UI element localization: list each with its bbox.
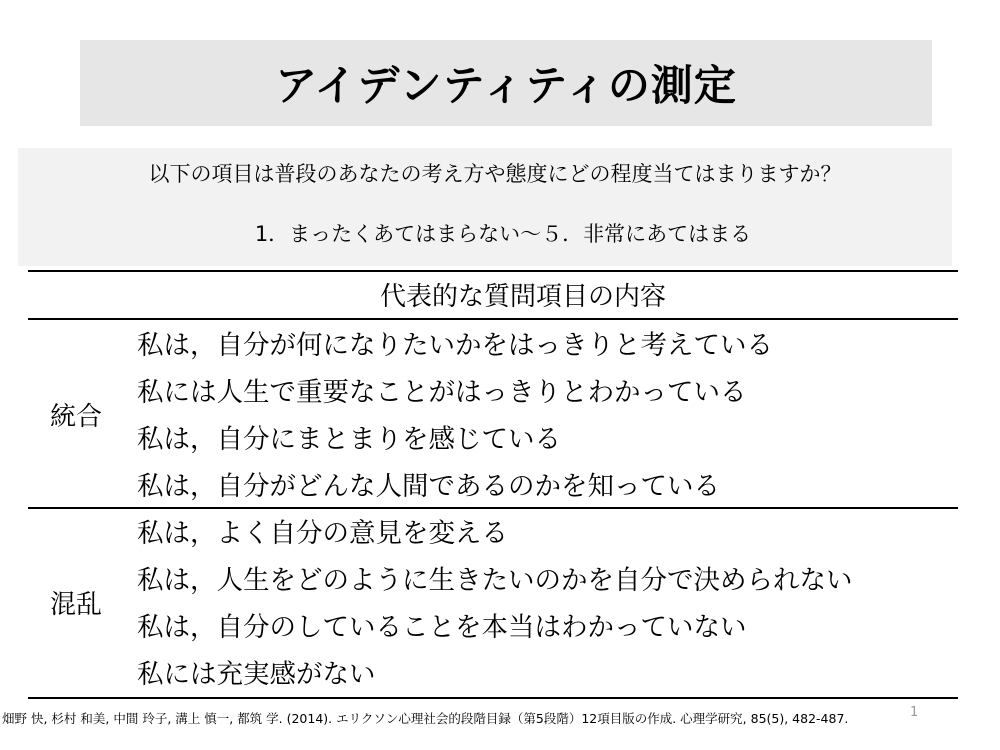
instructions-box [18, 148, 952, 266]
table-row: 私は，人生をどのように生きたいのかを自分で決められない [137, 565, 853, 596]
table-row: 私には人生で重要なことがはっきりとわかっている [137, 377, 747, 408]
page-number: 1 [910, 705, 919, 720]
table-row: 私は，自分が何になりたいかをはっきりと考えている [137, 330, 773, 361]
slide-title: アイデンティティの測定 [275, 61, 737, 110]
table-top-rule [28, 270, 958, 272]
table-bottom-rule [28, 697, 958, 699]
title-banner [80, 40, 932, 126]
table-row: 私には充実感がない [137, 659, 376, 690]
table-header: 代表的な質問項目の内容 [379, 282, 666, 312]
instruction-scale: 1．まったくあてはまらない～５．非常にあてはまる [254, 222, 752, 246]
table-row: 私は，自分のしていることを本当はわかっていない [137, 612, 747, 643]
header-divider-rule [28, 318, 958, 320]
category-label-integration: 統合 [50, 402, 103, 432]
table-row: 私は，自分がどんな人間であるのかを知っている [137, 471, 720, 502]
table-row: 私は，よく自分の意見を変える [137, 518, 508, 549]
instruction-question: 以下の項目は普段のあなたの考え方や態度にどの程度当てはまりますか？ [148, 162, 842, 186]
category-label-confusion: 混乱 [50, 590, 103, 620]
citation-text: 畑野 快, 杉村 和美, 中間 玲子, 溝上 慎一, 都筑 学. (2014). エリクソン心理社会的段階目録（第5段階）12項目版の作成. 心理学研究, 85(5), 482-487. [2, 711, 849, 726]
group-divider-rule [28, 507, 958, 509]
table-row: 私は，自分にまとまりを感じている [137, 424, 561, 455]
